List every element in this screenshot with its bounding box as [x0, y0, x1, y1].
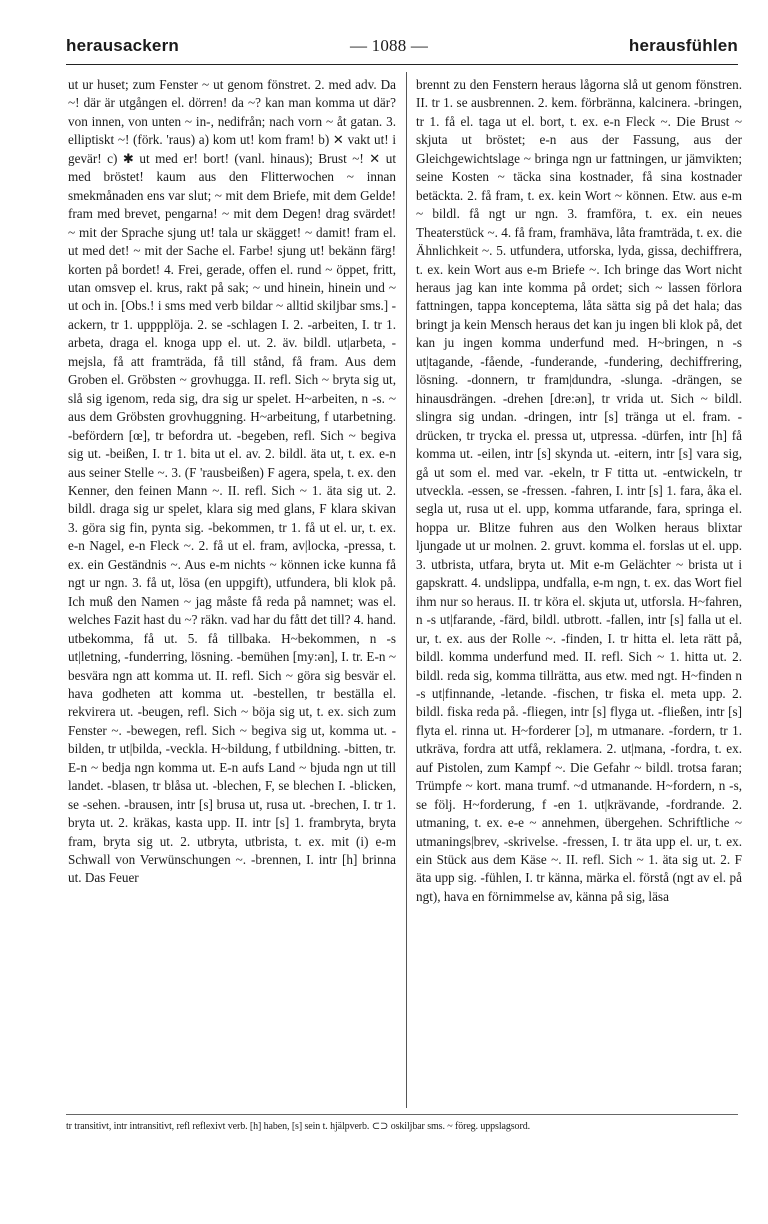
- right-column-text: brennt zu den Fenstern heraus lågorna slå ut genom fönstren. II. tr 1. se ausbrennen. 2. kem. förbränna, kalcinera. -bringen, tr 1. få el. taga ut el. bort, t. ex. e-n Fleck ~. Die Brust ~ skjuta ut bröstet; e-n aus der Fassung, aus der Gleichgewichtslage ~ bringa ngn ur fattningen, ur jämvikten; seine Kosten ~ täcka sina kostnader, få sina kostnader betäckta. 2. få fram, t. ex. kein Wort ~ können. Etw. aus e-m ~ bildl. få ngt ur ngn. 3. framföra, t. ex. ein neues Theaterstück ~. 4. få fram, framhäva, låta framträda, t. ex. die Ähnlichkeit ~. 5. utfundera, utforska, lyda, gissa, dechiffrera, t. ex. kein Wort aus e-m Briefe ~. Ich bringe das Wort nicht heraus jag kan inte komma på ordet; sich ~ lassen förlora fattningen, tappa konceptema, låta sätta sig på det hala; das bringt ja kein Mensch heraus det kan ju ingen bli klok på, det kan ju ingen komma underfund med. H~bringen, n -s ut|tagande, -fående, -funderande, -fundering, dechiffrering, lösning. -donnern, tr fram|dundra, -slunga. -drängen, se hinausdrängen. -drehen [dre:ən], tr vrida ut. Sich ~ bildl. slingra sig undan. -dringen, intr [s] tränga ut el. fram. -drücken, tr trycka el. pressa ut, utpressa. -dürfen, intr [h] få komma ut. -eilen, intr [s] skynda ut. -eitern, intr [s] vara sig, gå ut som el. med var. -ekeln, tr F titta ut. -entwickeln, tr utveckla. -essen, se -fressen. -fahren, I. intr [s] 1. fara, åka el. segla ut, rusa ut el. upp, komma utfarande, fara, springa el. hoppa ur. Blitze fuhren aus den Wolken heraus blixtar ljungade ut ur molnen. 2. gruvt. komma el. forslas ut el. upp. 3. utbrista, utfara, bryta ut. Mit e-m Gelächter ~ brista ut i gapskratt. 4. undslippa, undfalla, e-m ngn, t. ex. das Wort fiel ihm nur so heraus. II. tr köra el. skjuta ut, utforsla. H~fahren, n -s ut|farande, -färd, bildl. utbrott. -fallen, intr [s] falla ut el. ur, t. ex. aus der Rolle ~. -finden, I. tr hitta el. leta rätt på, bildl. komma underfund med. II. refl. Sich ~ 1. hitta ut. 2. bildl. reda sig, komma tillrätta, aus etw. med ngt. H~finden n -s ut|finnande, -letande. -fischen, tr fiska el. meta upp. 2. bildl. fiska reda på. -fliegen, intr [s] flyga ut. -fließen, intr [s] flyta el. rinna ut. H~forderer [ɔ], m utmanare. -fordern, tr 1. utkräva, fordra att utfå, reklamera. 2. ut|mana, -fordra, t. ex. auf Pistolen, zum Kampf ~. Die Gefahr ~ bildl. trotsa faran; Trümpfe ~ kort. mana trumf. ~d utmanande. H~fordern, n -s, se följ. H~forderung, f -en 1. ut|krävande, -fordrande. 2. utmaning, t. ex. e-e ~ annehmen, übergehen. Schriftliche ~ utmanings|brev, -skrivelse. -fressen, I. tr äta upp el. ur, t. ex. ein Stück aus dem Käse ~. II. refl. Sich ~ 1. äta sig ut. 2. F äta upp sig. -fühlen, I. tr känna, märka el. förstå (ngt av el. på ngt), hava en förnimmelse av, känna på sig, läsa: [416, 77, 742, 904]
- left-column-text: ut ur huset; zum Fenster ~ ut genom fönstret. 2. med adv. Da ~! där är utgången el. dörren! da ~? kan man komma ut där? von innen, von unten ~ in-, nedifrån; nach vorn ~ åt gatan. 3. elliptiskt ~! (förk. 'raus) a) kom ut! kom fram! b) ✕ vakt ut! i gevär! c) ✱ ut med er! bort! (vanl. hinaus); Brust ~! ✕ ut med bröstet! kaum aus den Flitterwochen ~ innan smekmånaden ens var slut; ~ mit dem Briefe, mit dem Gelde! fram med brevet, pengarna! ~ mit dem Degen! drag svärdet! ~ mit der Sprache sjung ut! tala ur skägget! ~ damit! fram el. ut med det! ~ mit der Sache el. Farbe! sjung ut! bekänn färg! korten på bordet! 4. Frei, gerade, offen el. rund ~ öppet, fritt, utan omsvep el. krus, rakt på sak; ~ und hinein, hinein und ~ ut och in. [Obs.! i sms med verb bildar ~ alltid skiljbar sms.] -ackern, tr 1. upppplöja. 2. se -schlagen I. 2. -arbeiten, I. tr 1. arbeta, draga el. knoga upp el. ut. 2. äv. bildl. ut|arbeta, -mejsla, få att framträda, få till stånd, få fram. Aus dem Groben el. Gröbsten ~ grovhugga. II. refl. Sich ~ bryta sig ut, slå sig igenom, reda sig, dra sig ur spelet. H~arbeiten, n -s. ~ aus dem Gröbsten grovhuggning. H~arbeitung, f utarbetning. -befördern [œ], tr befordra ut. -begeben, refl. Sich ~ begiva sig ut. -beißen, I. tr 1. bita ut el. av. 2. bildl. äta ut, t. ex. e-n aus seiner Stelle ~. 3. (F 'rausbeißen) F agera, spela, t. ex. den Kenner, den feinen Mann ~. II. refl. Sich ~ 1. äta sig ut. 2. bildl. draga sig ur spelet, klara sig med glans, F klara skivan 3. göra sig fin, pynta sig. -bekommen, tr 1. få ut el. ur, t. ex. e-n Nagel, e-n Fleck ~. 2. få ut el. fram, av|locka, -pressa, t. ex. ein Geständnis ~. Aus e-m nichts ~ können icke kunna få ngt ur ngn. 3. få ut, lösa (en uppgift), utfundera, bli klok på. Ich muß den Namen ~ jag måste få reda på namnet; was el. welches Fazit hast du ~? räkn. vad har du fått det till? 4. hand. utbekomma, få ut. 5. få tillbaka. H~bekommen, n -s ut|letning, -funderring, lösning. -bemühen [my:ən], I. tr. E-n ~ besvära ngn att komma ut. II. refl. Sich ~ göra sig besvär el. hava godheten att komma ut. -bestellen, tr beställa el. rekvirera ut. -beugen, refl. Sich ~ böja sig ut, t. ex. sich zum Fenster ~. -bewegen, refl. Sich ~ begiva sig ut, komma ut. -bilden, tr ut|bilda, -veckla. H~bildung, f utbildning. -bitten, tr. E-n ~ bedja ngn komma ut. E-n aufs Land ~ bjuda ngn ut till landet. -blasen, tr blåsa ut. -blechen, F, se blechen I. -blicken, se -sehen. -brausen, intr [s] brusa ut, rusa ut. -brechen, I. tr 1. bryta ut. 2. kräkas, kasta upp. II. intr [s] 1. frambryta, bryta fram, bryta sig ut. 2. utbryta, utbrista, t. ex. mit (i) e-m Schwall von Verwünschungen ~. -brennen, I. intr [h] brinna ut. Das Feuer: [68, 77, 396, 886]
- header-rule: [66, 64, 738, 65]
- header-first-entry: herausackern: [66, 36, 179, 55]
- column-divider: [406, 72, 407, 1108]
- right-column: [416, 76, 742, 1104]
- header-last-entry: herausfühlen: [628, 36, 738, 55]
- footer-rule: [66, 1114, 738, 1115]
- abbreviation-legend: tr transitivt, intr intransitivt, refl reflexivt verb. [h] haben, [s] sein t. hjälpverb. ⊂⊃ oskiljbar sms. ~ föreg. uppslagsord.: [66, 1121, 530, 1132]
- page-number: — 1088 —: [350, 36, 429, 55]
- left-column: [68, 76, 396, 1104]
